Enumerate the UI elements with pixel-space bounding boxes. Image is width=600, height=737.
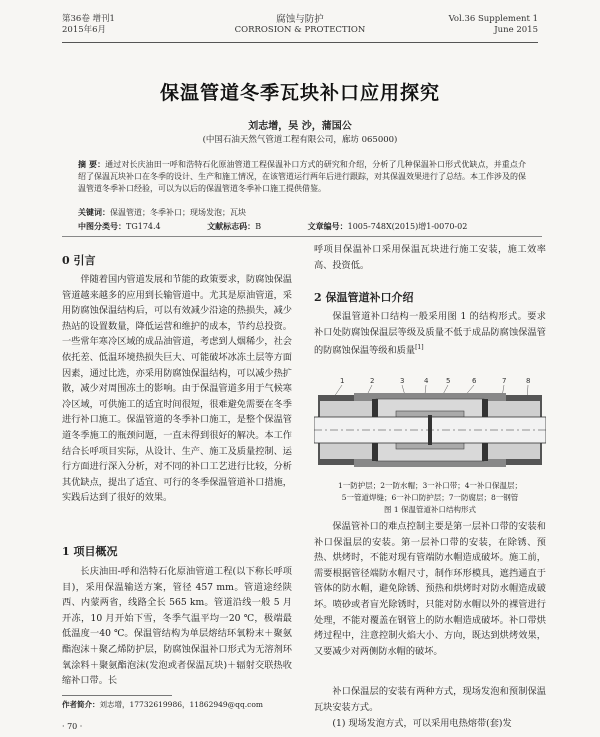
abstract [78,158,526,195]
classification-line [78,220,526,233]
section-intro-title: 0 引言 [62,254,96,267]
pipe-joint-figure [314,375,546,475]
waterproof-cap [372,399,378,417]
section-2-paragraph-3: 补口保温层的安装有两种方式，现场发泡和预制保温瓦块安装方式。 [314,686,546,713]
footnote-label: 作者简介： [62,700,100,709]
clc-label: 中图分类号： [78,221,126,231]
section-2-text [314,309,546,359]
header-volume: 第36卷 增刊1 2015年6月 [62,14,115,35]
authors: 刘志增，吴 沙，蒲国公 [248,121,352,132]
paper-title: 保温管道冬季瓦块补口应用探究 [159,82,440,104]
fig-label-5: 5 [446,377,451,385]
abstract-label: 摘 要： [78,159,106,169]
article-id-value: 1005-748X(2015)增1-0070-02 [347,222,468,231]
clc-value: TG174.4 [126,222,161,231]
section-intro-text: 伴随着国内管道发展和节能的政策要求，防腐蚀保温管道越来越多的应用到长输管道中。尤其是原油管道，采用防腐蚀保温结构后，可以有效减少沿途的热损失，减少热站的设置数量，降低运营和维护的成本，节约总投资。一些常年寒冷区域的成品油管道，考虑到人烟稀少，社会依托差、低温环境热损失巨大、可能破坏冰冻土层等方面因素，通过比选，亦采用防腐蚀保温结构，可以减少热扩散，减少对周围冻土的影响。由于保温管道多用于气候寒冷区域，可供施工的适宜时间很短，很难避免需要在冬季进行补口施工。保温管道的冬季补口施工，是整个保温管道冬季施工的瓶颈问题，一直未得到很好的解决。本工作结合长呼项目实际，从设计、生产、施工及质量控制、运行方面进行深入分析，对不同的补口工艺进行比较，分析其优缺点，提出了适宜、可行的冬季保温管道补口措施，实践后达到了很好的效果。 [62,274,292,504]
fig-label-6: 6 [472,377,477,385]
fig-label-7: 7 [502,377,507,385]
figure-legend [314,480,546,516]
header-journal: 腐蚀与防护 CORROSION & PROTECTION [234,14,366,35]
waterproof-cap [482,399,488,417]
abstract-rule [62,236,542,237]
header-volume-en: Vol.36 Supplement 1 June 2015 [448,14,538,35]
keywords [78,206,526,219]
footnote-rule [62,695,172,696]
fig-label-3: 3 [400,377,405,385]
weld-seam [428,415,432,445]
doc-code-value: B [255,222,262,231]
abstract-text: 通过对长庆油田一呼和浩特石化原油管道工程保温补口方式的研究和介绍，分析了几种保温补口形式优缺点，并重点介绍了保温瓦块补口在冬季的设计、生产和施工情况，在该管道运行两年后进行跟踪，对其保温效果进行了总结。本工作涉及的保温管道冬季补口经验，可以为以后的保温管道冬季补口施工提供借鉴。 [78,160,526,193]
section-2-paragraph-2: 保温管补口的难点控制主要是第一层补口带的安装和补口保温层的安装。第一层补口带的安装，在除锈、预热、烘烤时，不能对现有管端防水帽造成破坏。施工前，需要根据管径端防水帽尺寸，制作环形模具，遮挡通直于管体的防水帽，避免除锈、预热和烘烤时对防水帽造成破坏。喷砂或者盲光除锈时，只能对防水帽以外的裸管进行处理，不能对覆盖在钢管上的防水帽造成破坏。补口带烘烤过程中，注意控制火焰大小、方向，既达到烘烤效果，又要减少对两侧防水帽的破坏。 [314,521,546,657]
fig-label-2: 2 [370,377,375,385]
section-1-text: 长庆油田-呼和浩特石化原油管道工程(以下称长呼项目)，采用保温输送方案，管径 457 mm。管道途经陕西、内蒙两省，线路全长 565 km。管道沿线一般 5 月开冻，10 月开始下雪，冬季气温平均一20 ℃，极端最低温度一40 ℃。保温管结构为单层熔结环氧粉末＋聚氨酯泡沫＋聚乙烯防护层，防腐蚀保温补口形式为无溶剂环氧涂料＋聚氨酯泡沫(发泡或者保温瓦块)＋辐射交联热收缩补口带。长 [62,566,292,687]
section-2-text-body: 保温管道补口结构一般采用图 1 的结构形式。要求补口处防腐蚀保温层等级及质量不低于成品防腐蚀保温管的防腐蚀保温等级和质量 [314,311,546,357]
section-2-paragraph-4: (1) 现场发泡方式，可以采用电热熔带(套)发 [332,718,512,729]
figure-legend-line-1: 1一防护层；2一防水帽；3一补口带；4一补口保温层； [337,481,523,490]
keywords-text: 保温管道；冬季补口；现场发泡；瓦块 [110,208,246,217]
waterproof-cap [482,443,488,461]
figure-legend-line-2: 5一管道焊缝；6一补口防护层；7一防腐层；8一钢管 [341,493,519,502]
figure-caption: 图 1 保温管道补口结构形式 [383,505,477,514]
footnote [62,699,263,710]
fig-label-1: 1 [340,377,345,385]
keywords-label: 关键词： [78,207,110,217]
waterproof-cap [372,443,378,461]
fig-label-4: 4 [424,377,429,385]
section-1-continued: 呼项目保温补口采用保温瓦块进行施工安装，施工效率高、投资低。 [314,244,546,271]
page-number: · 70 · [62,722,83,731]
fig-label-8: 8 [526,377,531,385]
article-id-label: 文章编号： [307,221,348,231]
doc-code-label: 文献标志码： [207,221,256,231]
reference-marker: [1] [415,344,424,352]
section-2-title: 2 保温管道补口介绍 [314,291,414,304]
section-1-title: 1 项目概况 [62,545,118,558]
affiliation: (中国石油天然气管道工程有限公司，廊坊 065000) [202,135,398,145]
footnote-text: 刘志增，17732619986，11862949@qq.com [99,700,263,709]
header-rule [62,42,538,43]
